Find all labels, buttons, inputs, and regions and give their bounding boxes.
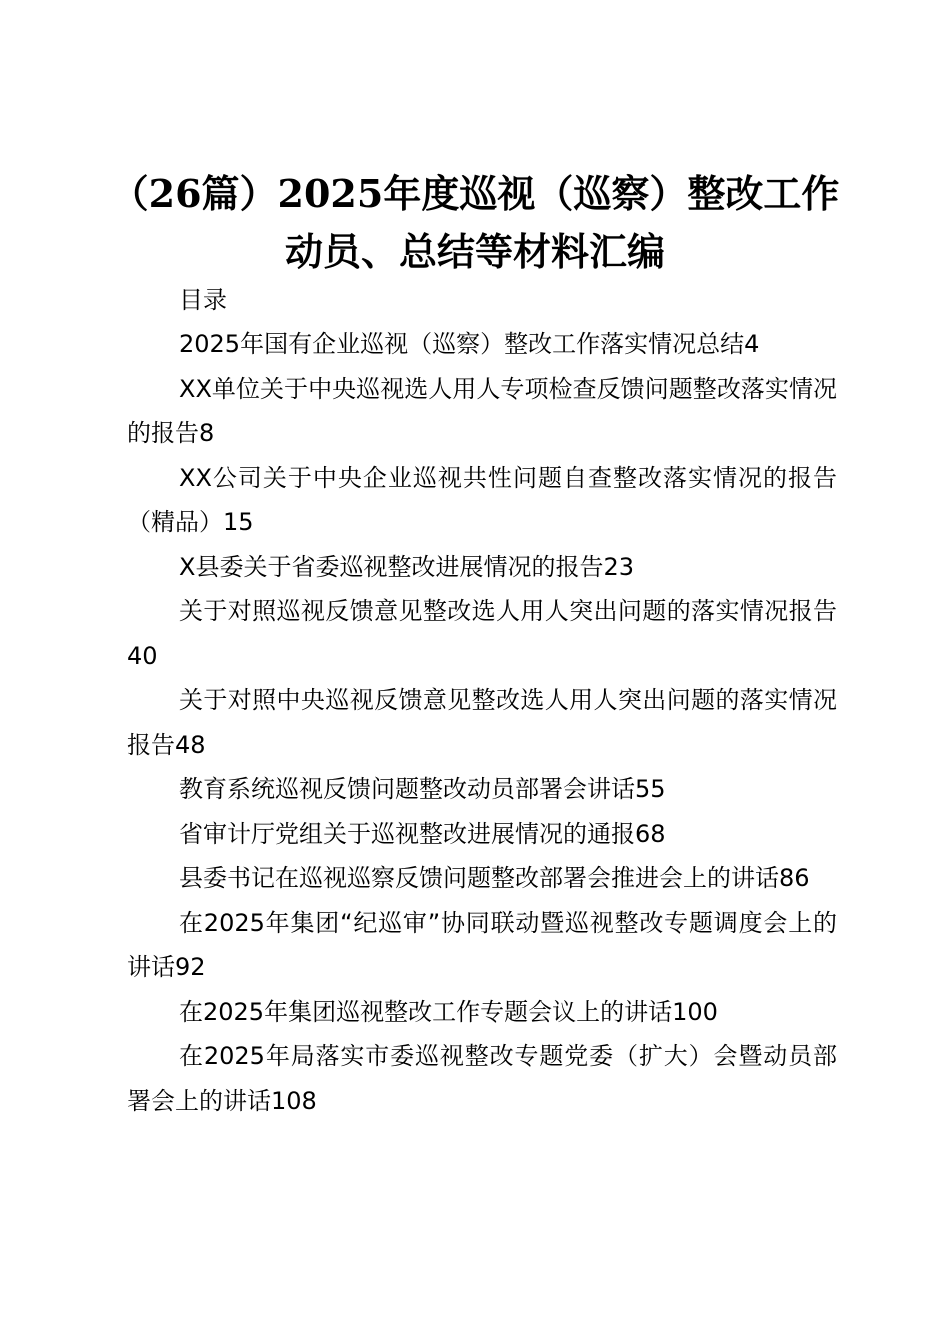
toc-item[interactable]	[127, 990, 837, 1035]
toc-item-page: 23	[603, 552, 634, 581]
toc-item-text: X县委关于省委巡视整改进展情况的报告	[179, 552, 604, 581]
table-of-contents	[127, 278, 837, 1123]
toc-item-page: 48	[175, 730, 206, 759]
toc-item-text: 在2025年集团巡视整改工作专题会议上的讲话	[179, 997, 673, 1026]
toc-item-text: 2025年国有企业巡视（巡察）整改工作落实情况总结	[179, 330, 745, 358]
toc-item[interactable]	[127, 456, 837, 545]
toc-item[interactable]	[127, 545, 837, 590]
toc-item-page: 55	[635, 775, 666, 803]
toc-item-text: 教育系统巡视反馈问题整改动员部署会讲话	[179, 775, 635, 803]
toc-item-text: 县委书记在巡视巡察反馈问题整改部署会推进会上的讲话	[179, 864, 779, 892]
toc-item-page: 92	[175, 953, 206, 981]
toc-item-page: 4	[744, 330, 760, 358]
toc-item[interactable]	[127, 812, 837, 857]
toc-item[interactable]	[127, 901, 837, 990]
toc-item-text: 关于对照巡视反馈意见整改选人用人突出问题的落实情况报告	[179, 597, 837, 625]
toc-item-page: 15	[223, 508, 254, 536]
toc-item-page: 8	[199, 419, 215, 447]
toc-item-text: 省审计厅党组关于巡视整改进展情况的通报	[179, 819, 635, 848]
toc-item[interactable]	[127, 767, 837, 812]
toc-item-text: 在2025年局落实市委巡视整改专题党委（扩大）会暨动员部署会上的讲话	[127, 1042, 837, 1115]
toc-item[interactable]	[127, 367, 837, 456]
toc-item-page: 108	[271, 1086, 317, 1115]
toc-heading: 目录	[179, 286, 227, 314]
toc-item[interactable]	[127, 856, 837, 901]
document-title: （26篇）2025年度巡视（巡察）整改工作动员、总结等材料汇编	[110, 171, 840, 274]
toc-item[interactable]	[127, 322, 837, 367]
toc-item-page: 68	[635, 819, 666, 848]
toc-item-page: 40	[127, 641, 158, 670]
toc-item-text: XX单位关于中央巡视选人用人专项检查反馈问题整改落实情况的报告	[127, 374, 837, 447]
toc-item-page: 86	[779, 864, 810, 892]
toc-item-text: 关于对照中央巡视反馈意见整改选人用人突出问题的落实情况报告	[127, 686, 837, 759]
toc-item[interactable]	[127, 678, 837, 767]
toc-item[interactable]	[127, 589, 837, 678]
toc-item-text: XX公司关于中央企业巡视共性问题自查整改落实情况的报告（精品）	[127, 463, 837, 536]
toc-item[interactable]	[127, 1034, 837, 1123]
toc-item-text: 在2025年集团“纪巡审”协同联动暨巡视整改专题调度会上的讲话	[127, 908, 837, 981]
toc-item-page: 100	[672, 997, 718, 1026]
